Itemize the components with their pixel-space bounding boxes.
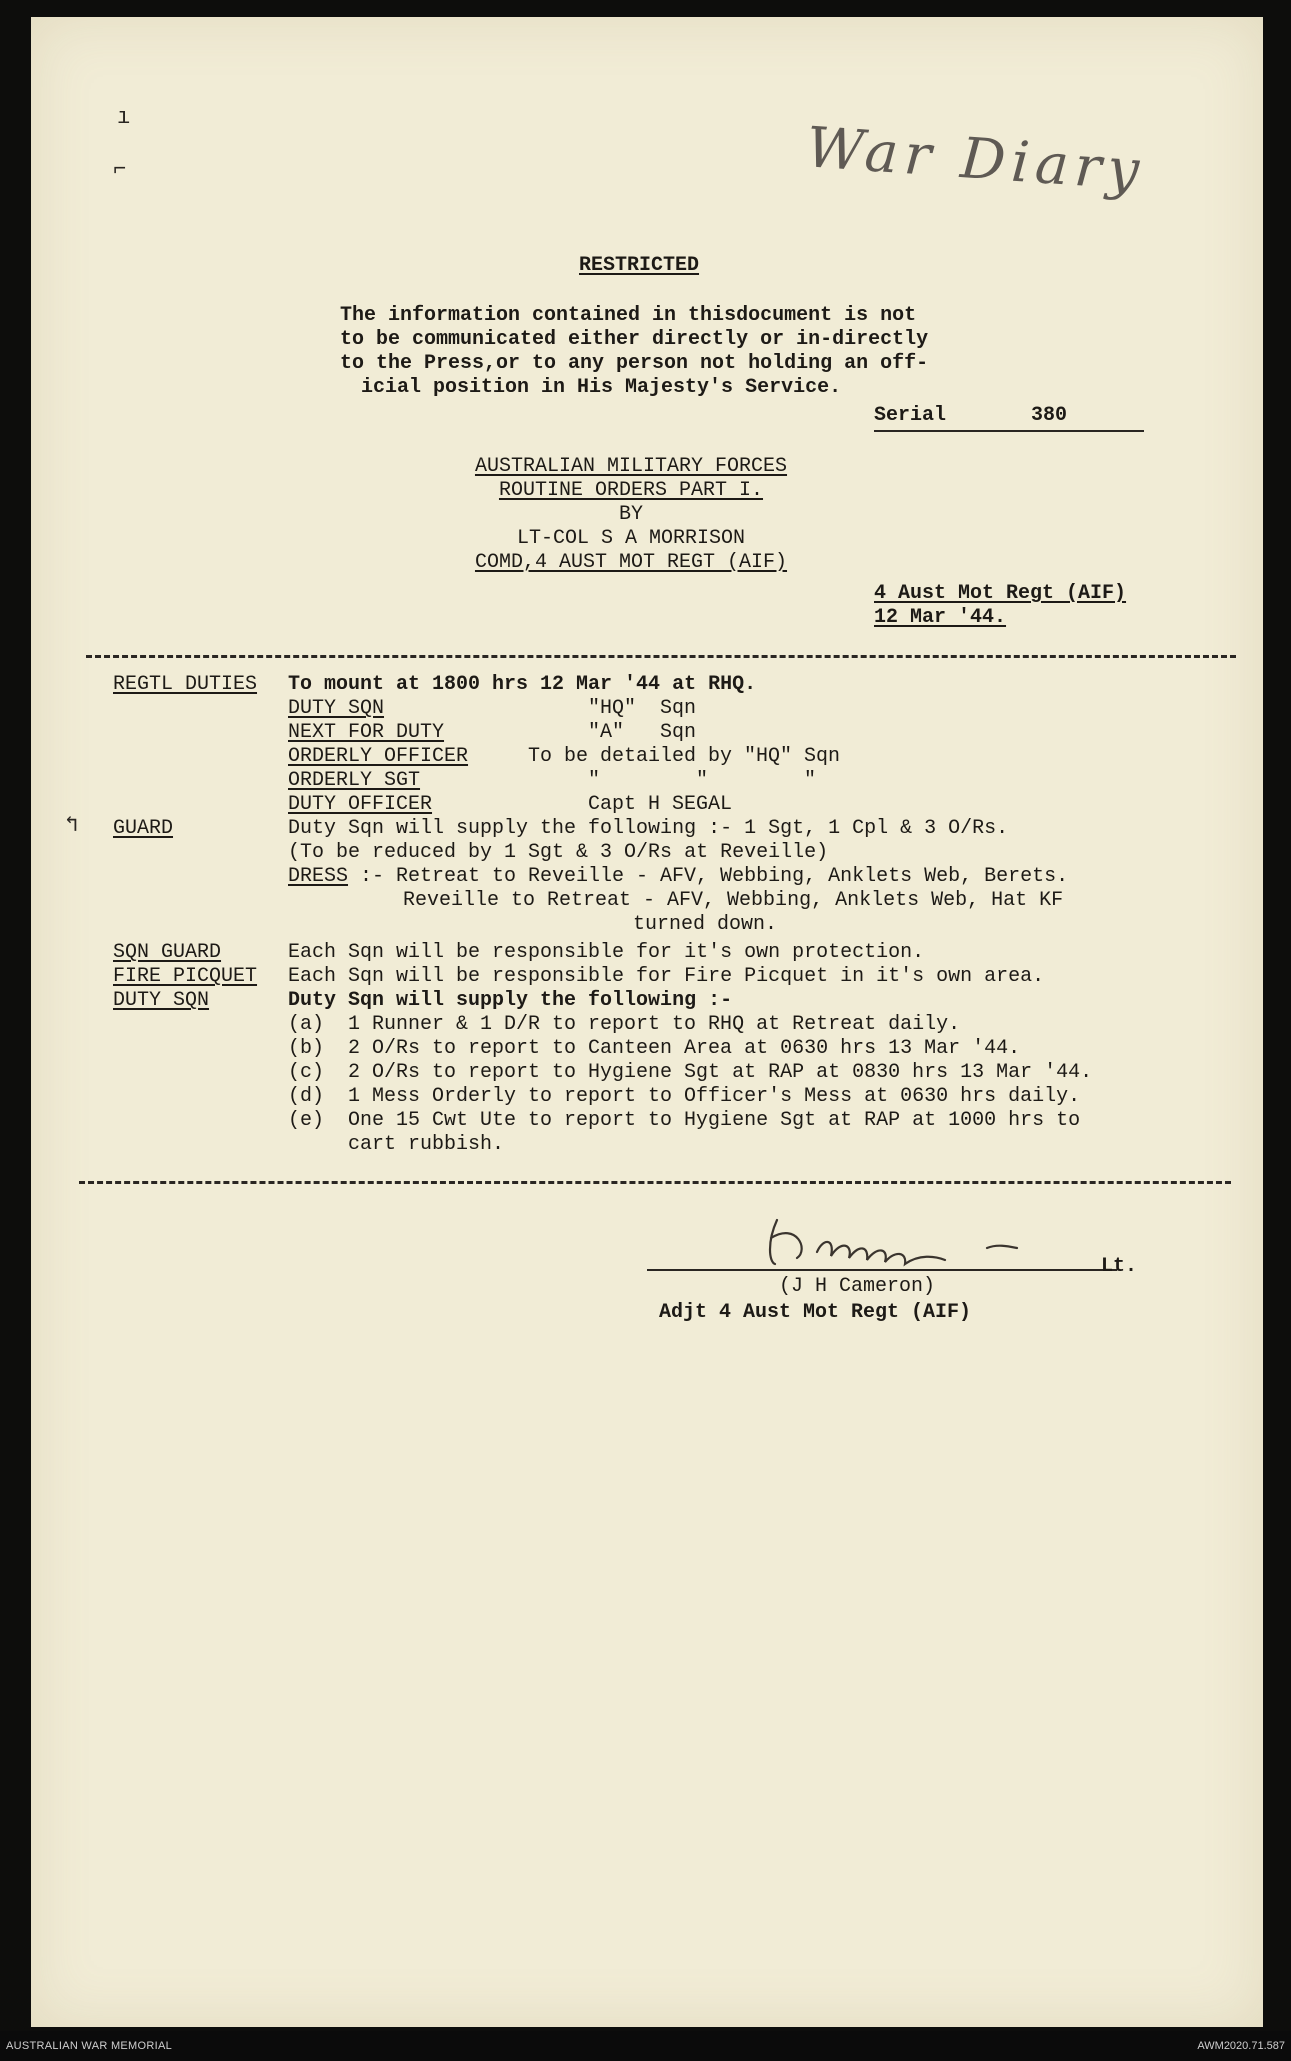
sqn-guard-heading: SQN GUARD (113, 941, 222, 964)
fire-picquet-heading: FIRE PICQUET (113, 965, 258, 988)
title-line-5: COMD,4 AUST MOT REGT (AIF) (474, 551, 788, 574)
handwritten-note: War Diary (804, 115, 1148, 204)
duty-item-text: 2 O/Rs to report to Hygiene Sgt at RAP at 0830 hrs 13 Mar '44. (348, 1061, 1093, 1084)
dress-label: DRESS (288, 865, 349, 888)
duty-officer-value: Capt H SEGAL (588, 793, 733, 816)
title-line-4: LT-COL S A MORRISON (516, 527, 746, 550)
restricted-heading: RESTRICTED (579, 254, 700, 277)
duty-sqn-heading: DUTY SQN (113, 989, 210, 1012)
footer-reference: AWM2020.71.587 (1197, 2040, 1285, 2052)
title-line-2: ROUTINE ORDERS PART I. (498, 479, 764, 502)
duty-item-key: (d) (288, 1085, 325, 1108)
signature-mark (757, 1212, 1077, 1272)
signature-rank: Lt. (1101, 1255, 1138, 1278)
next-for-duty-value: "A" Sqn (588, 721, 697, 744)
order-date: 12 Mar '44. (874, 606, 1007, 629)
sqn-guard-text: Each Sqn will be responsible for it's own protection. (288, 941, 925, 964)
orderly-sgt-label: ORDERLY SGT (288, 769, 421, 792)
guard-line-1: Duty Sqn will supply the following :- 1 Sgt, 1 Cpl & 3 O/Rs. (288, 817, 1009, 840)
duty-item-continuation: cart rubbish. (348, 1133, 505, 1156)
signature-name: (J H Cameron) (779, 1275, 936, 1298)
top-divider (86, 655, 1236, 658)
title-line-1: AUSTRALIAN MILITARY FORCES (474, 455, 788, 478)
bottom-divider (79, 1181, 1231, 1184)
title-line-3: BY (618, 503, 643, 526)
duty-item-key: (b) (288, 1037, 325, 1060)
duty-item-text: 2 O/Rs to report to Canteen Area at 0630 hrs 13 Mar '44. (348, 1037, 1021, 1060)
restricted-line-3: to the Press,or to any person not holding an off- (340, 352, 929, 375)
orderly-officer-value: To be detailed by "HQ" Sqn (528, 745, 841, 768)
regtl-duties-intro: To mount at 1800 hrs 12 Mar '44 at RHQ. (288, 673, 757, 696)
guard-margin-mark: ↰ (65, 813, 79, 838)
dress-line-1: :- Retreat to Reveille - AFV, Webbing, Anklets Web, Berets. (348, 865, 1069, 888)
regtl-duties-heading: REGTL DUTIES (113, 673, 258, 696)
next-for-duty-label: NEXT FOR DUTY (288, 721, 445, 744)
guard-heading: GUARD (113, 817, 174, 840)
duty-item-key: (a) (288, 1013, 325, 1036)
binder-mark-bottom: ⌐ (113, 157, 127, 182)
duty-officer-label: DUTY OFFICER (288, 793, 433, 816)
archive-footer (0, 2031, 1291, 2061)
duty-sqn-label: DUTY SQN (288, 697, 385, 720)
duty-sqn-value: "HQ" Sqn (588, 697, 697, 720)
duty-item-text: 1 Mess Orderly to report to Officer's Mess at 0630 hrs daily. (348, 1085, 1081, 1108)
dress-line-2: Reveille to Retreat - AFV, Webbing, Anklets Web, Hat KF (403, 889, 1064, 912)
document-page (31, 17, 1263, 2027)
serial-label: Serial (874, 404, 947, 427)
signature-appointment: Adjt 4 Aust Mot Regt (AIF) (659, 1301, 972, 1324)
signature-line (647, 1269, 1117, 1271)
unit-name: 4 Aust Mot Regt (AIF) (874, 582, 1127, 605)
fire-picquet-text: Each Sqn will be responsible for Fire Picquet in it's own area. (288, 965, 1045, 988)
duty-item-key: (e) (288, 1109, 325, 1132)
binder-mark-top: ı (117, 105, 131, 130)
restricted-line-1: The information contained in thisdocument is not (340, 304, 917, 327)
orderly-officer-label: ORDERLY OFFICER (288, 745, 469, 768)
restricted-line-2: to be communicated either directly or in-directly (340, 328, 929, 351)
serial-value: 380 (1031, 404, 1068, 427)
serial-underline (874, 430, 1144, 432)
guard-line-2: (To be reduced by 1 Sgt & 3 O/Rs at Reveille) (288, 841, 829, 864)
duty-sqn-intro: Duty Sqn will supply the following :- (288, 989, 733, 1012)
footer-source: AUSTRALIAN WAR MEMORIAL (6, 2040, 173, 2052)
dress-line-3: turned down. (633, 913, 778, 936)
orderly-sgt-value: " " " (588, 769, 817, 792)
restricted-line-4: icial position in His Majesty's Service. (361, 376, 842, 399)
duty-item-text: One 15 Cwt Ute to report to Hygiene Sgt at RAP at 1000 hrs to (348, 1109, 1081, 1132)
duty-item-text: 1 Runner & 1 D/R to report to RHQ at Retreat daily. (348, 1013, 961, 1036)
duty-item-key: (c) (288, 1061, 325, 1084)
